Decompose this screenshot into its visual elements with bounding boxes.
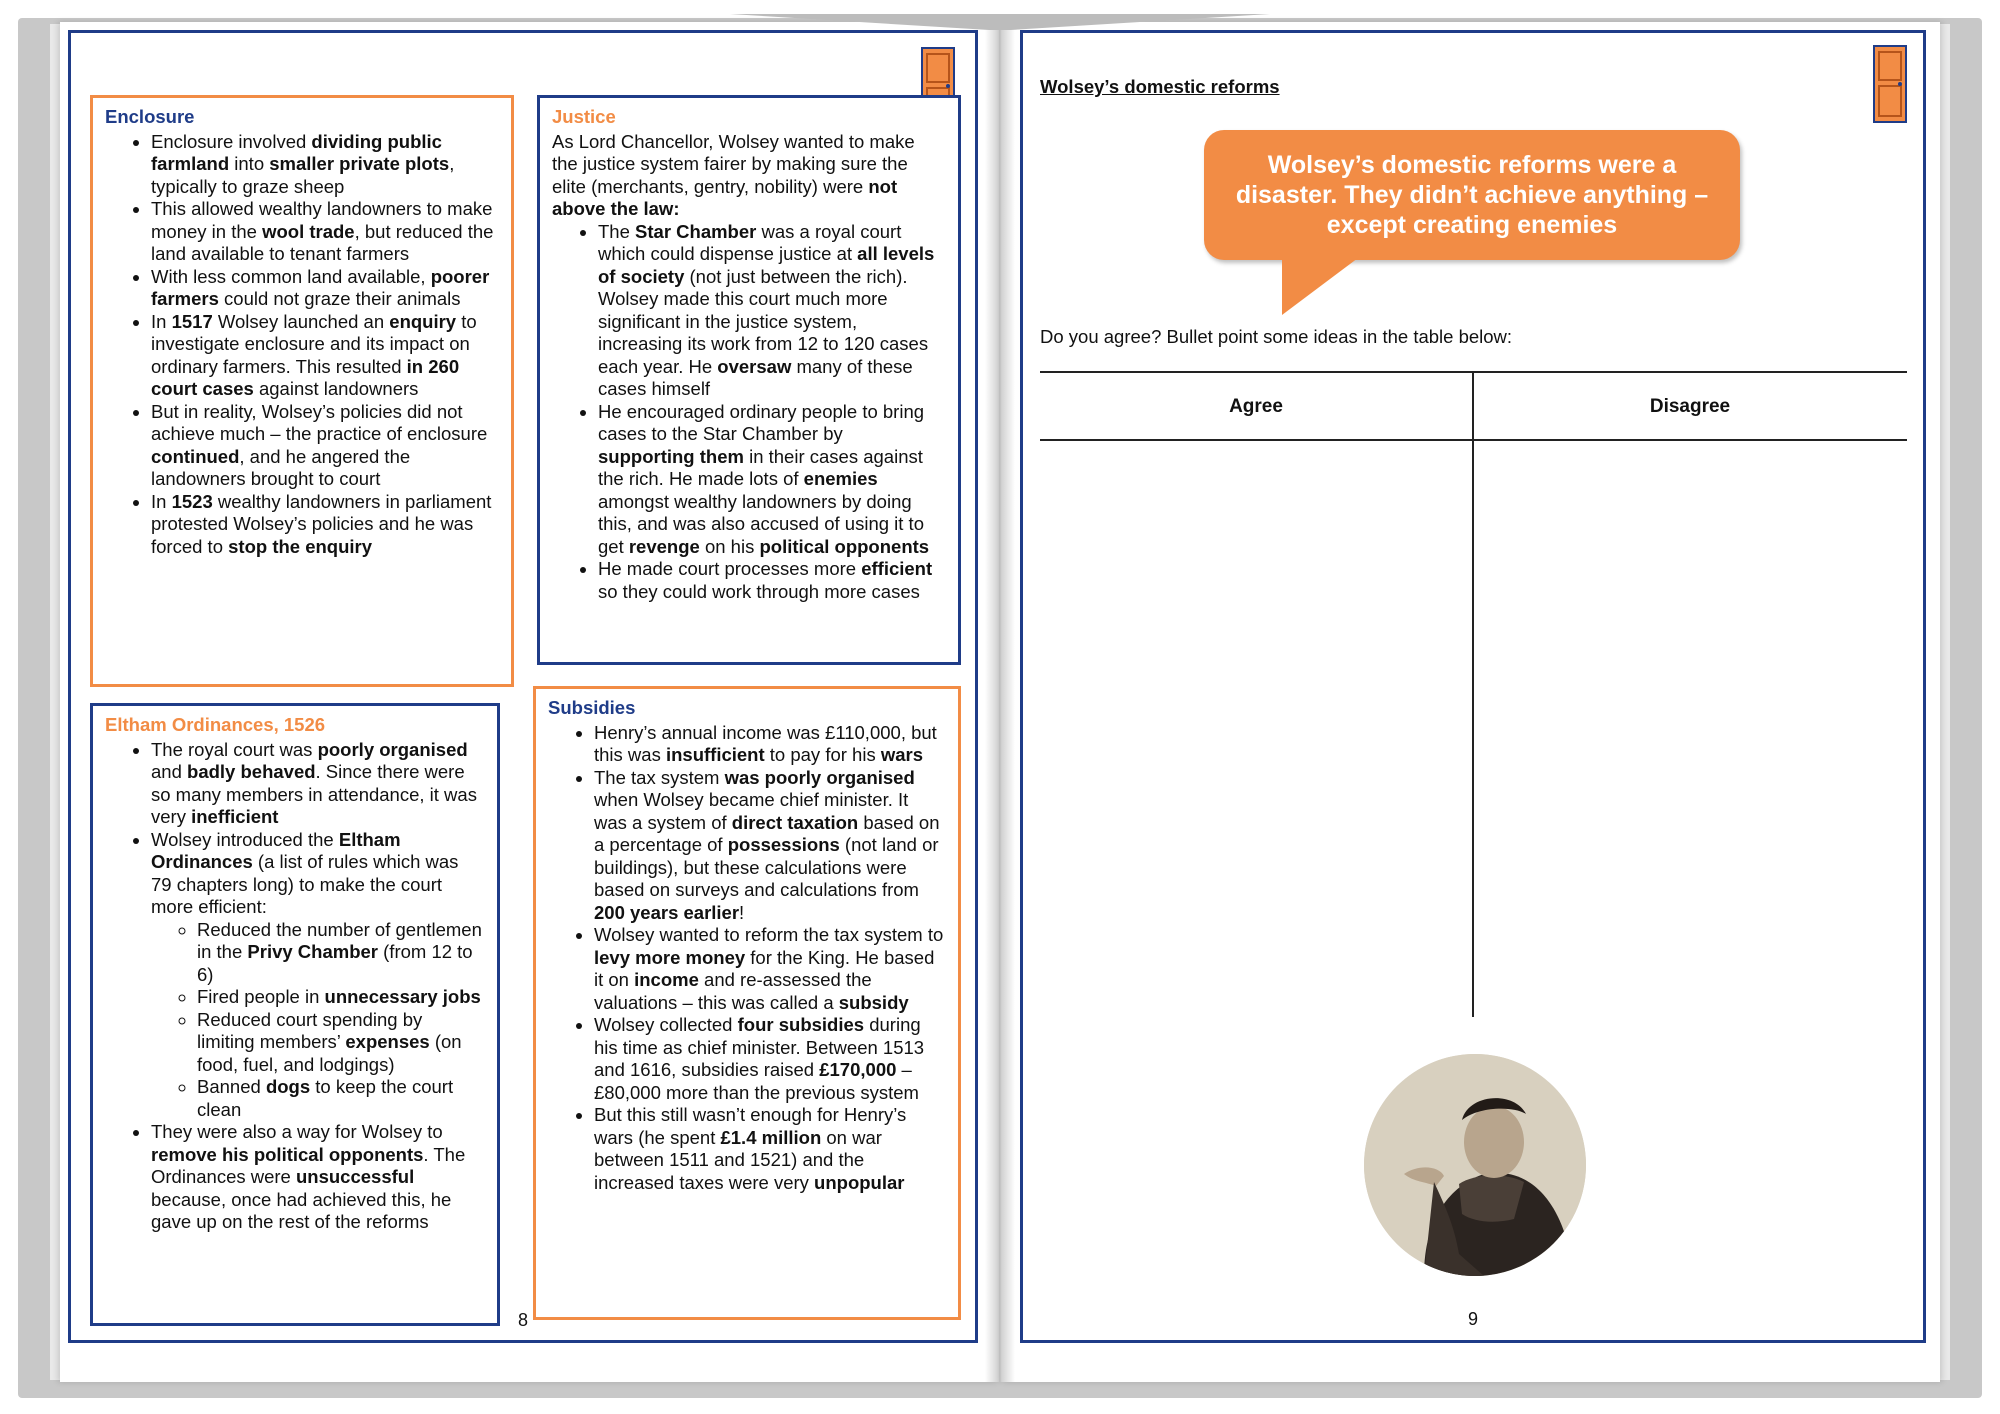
- list-item: • The royal court was poorly organised and badly behaved. Since there were so many members in attendance, it was very inefficient: [151, 739, 483, 829]
- justice-intro: As Lord Chancellor, Wolsey wanted to make the justice system fairer by making sure the elite (merchants, gentry, nobility) were not above the law:: [552, 130, 915, 219]
- agree-column-header: Agree: [1229, 396, 1283, 417]
- justice-heading: Justice: [552, 106, 616, 127]
- sub-list-item: ◦ Reduced court spending by limiting members’ expenses (on food, fuel, and lodgings): [197, 1009, 483, 1077]
- task-prompt: Do you agree? Bullet point some ideas in the table below:: [1040, 326, 1513, 347]
- list-item: • But this still wasn’t enough for Henry’s wars (he spent £1.4 million on war between 1511 and 1521) and the increased taxes were very unpopular: [594, 1104, 944, 1194]
- sub-list-item: ◦ Fired people in unnecessary jobs: [197, 986, 483, 1009]
- list-item: • He made court processes more efficient so they could work through more cases: [598, 558, 944, 603]
- subsidies-heading: Subsidies: [548, 697, 636, 718]
- speech-bubble-text: Wolsey’s domestic reforms were a disaster. They didn’t achieve anything – except creating enemies: [1235, 151, 1709, 239]
- eltham-box: [90, 703, 500, 1326]
- list-item: • Wolsey collected four subsidies during his time as chief minister. Between 1513 and 1616, subsidies raised £170,000 – £80,000 more than the previous system: [594, 1014, 944, 1104]
- justice-box: [537, 95, 961, 665]
- page-number: 8: [518, 1310, 529, 1330]
- list-item: • The tax system was poorly organised when Wolsey became chief minister. It was a system of direct taxation based on a percentage of possessions (not land or buildings), but these calculations were based on surveys and calculations from 200 years earlier!: [594, 767, 944, 925]
- list-item: • The Star Chamber was a royal court which could dispense justice at all levels of society (not just between the rich). Wolsey made this court much more significant in the justice system, increasing its work from 12 to 120 cases each year. He oversaw many of these cases himself: [598, 221, 944, 401]
- subsidies-box: [533, 686, 961, 1320]
- enclosure-box: [90, 95, 514, 687]
- table-column-divider: [1472, 371, 1474, 1017]
- list-item: • They were also a way for Wolsey to remove his political opponents. The Ordinances were unsuccessful because, once had achieved this, he gave up on the rest of the reforms: [151, 1121, 483, 1234]
- sub-list-item: ◦ Banned dogs to keep the court clean: [197, 1076, 483, 1121]
- list-item: • He encouraged ordinary people to bring cases to the Star Chamber by supporting them in their cases against the rich. He made lots of enemies amongst wealthy landowners by doing this, and was also accused of using it to get revenge on his political opponents: [598, 401, 944, 559]
- list-item: • This allowed wealthy landowners to make money in the wool trade, but reduced the land available to tenant farmers: [151, 198, 497, 266]
- book-icon: [1870, 44, 1910, 124]
- list-item: • But in reality, Wolsey’s policies did not achieve much – the practice of enclosure continued, and he angered the landowners brought to court: [151, 401, 497, 491]
- disagree-column-header: Disagree: [1649, 396, 1731, 417]
- page-title: Wolsey’s domestic reforms: [1040, 76, 1280, 97]
- list-item: • Henry’s annual income was £110,000, but this was insufficient to pay for his wars: [594, 722, 944, 767]
- sub-list-item: ◦ Reduced the number of gentlemen in the Privy Chamber (from 12 to 6): [197, 919, 483, 987]
- list-item: • In 1517 Wolsey launched an enquiry to investigate enclosure and its impact on ordinary farmers. This resulted in 260 court cases against landowners: [151, 311, 497, 401]
- page-number: 9: [1468, 1309, 1479, 1329]
- wolsey-portrait: [1364, 1054, 1586, 1276]
- list-item: • Wolsey introduced the Eltham Ordinances (a list of rules which was 79 chapters long) to make the court more efficient: ◦ Reduced the number of gentlemen in the Privy Chamber (from 12 to 6) ◦ Fired people in unnecessary jobs ◦ Reduced court spending by limiting members’ expenses (on food, fuel, and lodgings) ◦ Banned dogs to keep the court clean: [151, 829, 483, 1122]
- list-item: • Enclosure involved dividing public farmland into smaller private plots, typically to graze sheep: [151, 131, 497, 199]
- list-item: • In 1523 wealthy landowners in parliament protested Wolsey’s policies and he was forced to stop the enquiry: [151, 491, 497, 559]
- enclosure-heading: Enclosure: [105, 106, 195, 127]
- list-item: • With less common land available, poorer farmers could not graze their animals: [151, 266, 497, 311]
- list-item: • Wolsey wanted to reform the tax system to levy more money for the King. He based it on income and re-assessed the valuations – this was called a subsidy: [594, 924, 944, 1014]
- book-spine: [985, 22, 1015, 1382]
- eltham-heading: Eltham Ordinances, 1526: [105, 714, 326, 735]
